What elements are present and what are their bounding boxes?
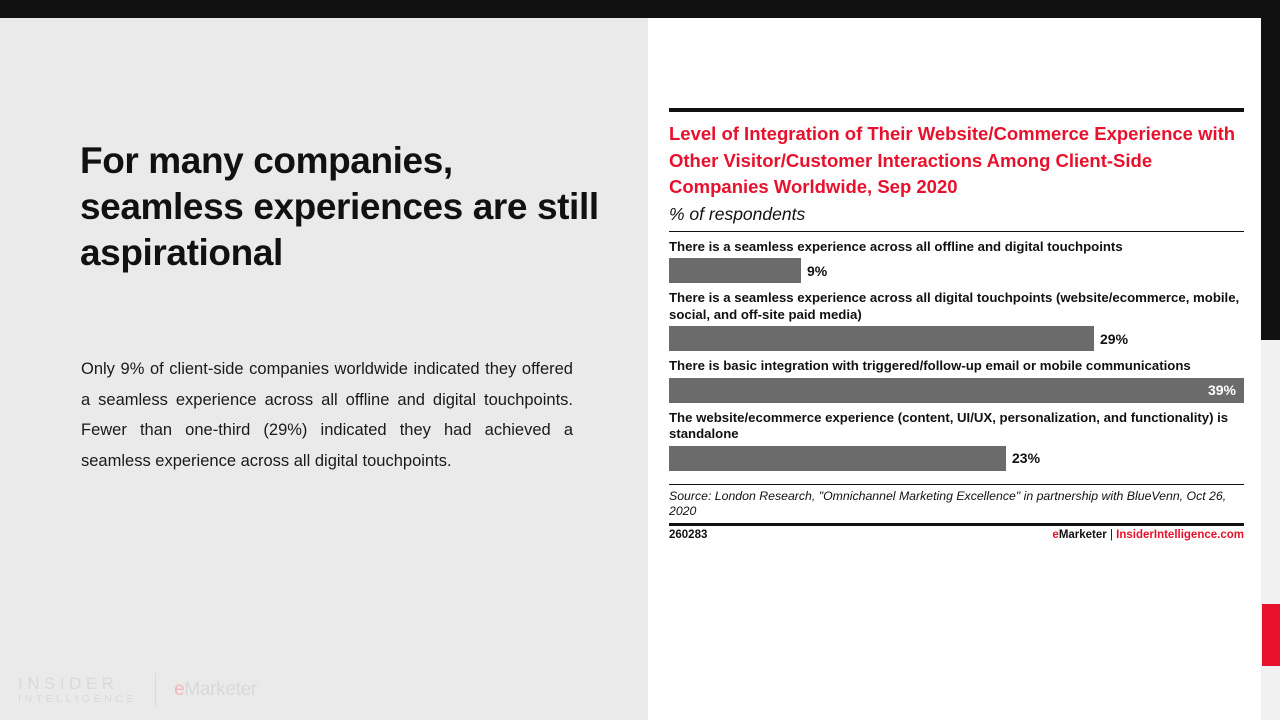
emarketer-e: e (174, 679, 185, 700)
body-paragraph: Only 9% of client-side companies worldwide indicated they offered a seamless experience across all offline and digital touchpoints. Fewer than one-third (29%) indicated they had achieved a seamless experience across all digital touchpoints. (81, 360, 573, 470)
chart-subtitle: % of respondents (669, 203, 806, 224)
emarketer-rest: Marketer (184, 679, 257, 700)
chart-card-inner (669, 108, 1244, 541)
bar-category-label: There is basic integration with triggered/follow-up email or mobile communications (669, 358, 1191, 373)
insider-wordmark: INSIDER (18, 674, 119, 693)
bar-row (669, 326, 1244, 351)
bar-fill (669, 326, 1094, 351)
bar-value: 9% (807, 262, 828, 279)
card-top-rule (669, 108, 1244, 112)
page-title: For many companies, seamless experiences are still aspirational (80, 140, 599, 273)
chart-title: Level of Integration of Their Website/Commerce Experience with Other Visitor/Customer Interactions Among Client-Side Companies Worldwide, Sep 2020 (669, 123, 1236, 197)
bar-value: 39% (1207, 381, 1236, 398)
footer-site[interactable]: InsiderIntelligence.com (1116, 528, 1244, 541)
footer-emarketer-rest: Marketer (1058, 528, 1107, 541)
bar-row (669, 378, 1244, 403)
chart-footer (669, 529, 1244, 541)
bar-category-label: There is a seamless experience across all offline and digital touchpoints (669, 238, 1123, 254)
chart-card (648, 18, 1261, 720)
bar-category-label: There is a seamless experience across all digital touchpoints (website/ecommerce, mobile, social, and off-site paid media) (669, 290, 1240, 322)
emarketer-wordmark (174, 679, 257, 701)
bar-category-label: The website/ecommerce experience (content, UI/UX, personalization, and functionality) is standalone (669, 409, 1229, 441)
bar-fill (669, 446, 1006, 471)
bar-row (669, 258, 1244, 283)
footer-emarketer-e: e (1052, 528, 1059, 541)
card-bottom-rule (669, 523, 1244, 526)
bar-value: 23% (1012, 450, 1041, 466)
footer-separator: | (1109, 528, 1113, 541)
brand-logo (18, 672, 257, 708)
bar-value: 29% (1100, 330, 1129, 347)
red-accent-block (1262, 604, 1280, 666)
bar-fill (669, 258, 801, 283)
insider-intelligence-logo (18, 674, 137, 706)
chart-footer-brand (1052, 529, 1244, 541)
bar-row (669, 446, 1244, 471)
title-divider (669, 231, 1244, 232)
logo-divider (155, 673, 156, 707)
chart-id: 260283 (669, 528, 708, 541)
bar-fill (669, 378, 1244, 403)
intelligence-wordmark: INTELLIGENCE (18, 693, 138, 705)
source-divider (669, 484, 1244, 485)
chart-source: Source: London Research, "Omnichannel Marketing Excellence" in partnership with BlueVenn, Oct 26, 2020 (669, 488, 1227, 518)
